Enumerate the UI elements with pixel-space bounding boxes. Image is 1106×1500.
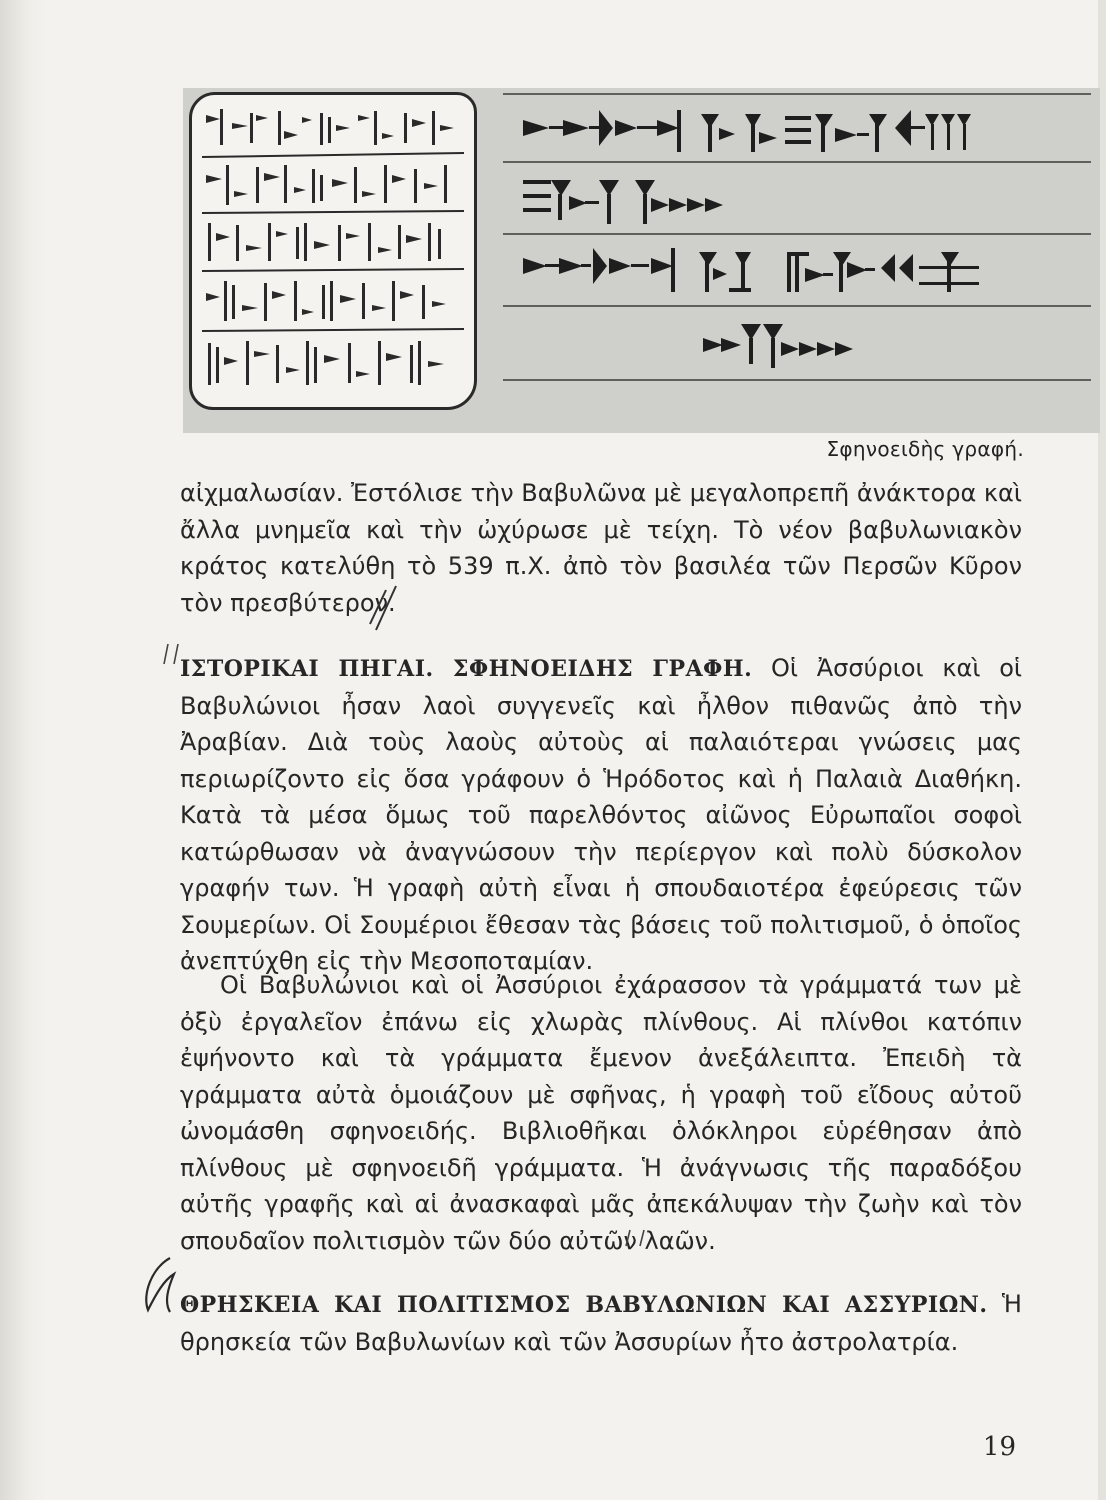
paragraph-1 [180, 475, 1022, 621]
paragraph-1-text: αἰχμαλωσίαν. Ἐστόλισε τὴν Βαβυλῶνα μὲ μεγαλοπρεπῆ ἀνάκτορα καὶ ἄλλα μνημεῖα καὶ τὴν ὠχύρωσε μὲ τείχη. Τὸ νέον βαβυλωνιακὸν κράτος κατελύθη τὸ 539 π.Χ. ἀπὸ τὸν βασιλέα τῶν Περσῶν Κῦρον τὸν πρεσβύτερον. [180, 479, 1022, 617]
tablet-wedges [192, 95, 474, 407]
clay-tablet-illustration [189, 92, 477, 410]
pencil-mark-slash [366, 584, 406, 634]
paragraph-3-text: Οἱ Βαβυλώνιοι καὶ οἱ Ἀσσύριοι ἐχάρασσον τὰ γράμματά των μὲ ὀξὺ ἐργαλεῖον ἐπάνω εἰς χλωρὰς πλίνθους. Αἱ πλίνθοι κατόπιν ἐψήνοντο καὶ τὰ γράμματα ἔμενον ἀνεξάλειπτα. Ἐπειδὴ τὰ γράμματα αὐτὰ ὁμοιάζουν μὲ σφῆνας, ἡ γραφὴ τοῦ εἴδους αὐτοῦ ὠνομάσθη σφηνοειδής. Βιβλιοθῆκαι ὁλόκληροι εὑρέθησαν ἀπὸ πλίνθους μὲ σφηνοειδῆ γράμματα. Ἡ ἀνάγνωσις τῆς παραδόξου αὐτῆς γραφῆς καὶ αἱ ἀνασκαφαὶ μᾶς ἀπεκάλυψαν τὴν ζωὴν καὶ τὸν σπουδαῖον πολιτισμὸν τῶν δύο αὐτῶν λαῶν. [180, 971, 1022, 1255]
cuneiform-lines-panel [503, 88, 1093, 388]
pencil-mark-scribble [134, 1254, 184, 1318]
section-heading-sources: ΙΣΤΟΡΙΚΑΙ ΠΗΓΑΙ. ΣΦΗΝΟΕΙΔΗΣ ΓΡΑΦΗ. [180, 656, 753, 682]
pencil-mark-quote [160, 640, 184, 670]
figure-caption: Σφηνοειδὴς γραφή. [826, 437, 1024, 461]
paragraph-sources-body: Οἱ Ἀσσύριοι καὶ οἱ Βαβυλώνιοι ἦσαν λαοὶ συγγενεῖς καὶ ἦλθον πιθανῶς ἀπὸ τὴν Ἀραβίαν. Διὰ τοὺς λαοὺς αὐτοὺς αἱ παλαιότεραι γνώσεις μας περιωρίζοντο εἰς ὅσα γράφουν ὁ Ἡρόδοτος καὶ ἡ Παλαιὰ Διαθήκη. Κατὰ τὰ μέσα ὅμως τοῦ παρελθόντος αἰῶνος Εὐρωπαῖοι σοφοὶ κατώρθωσαν νὰ ἀναγνώσουν τὴν περίεργον καὶ πολὺ δύσκολον γραφήν των. Ἡ γραφὴ αὐτὴ εἶναι ἡ σπουδαιοτέρα ἐφεύρεσις τῶν Σουμερίων. Οἱ Σουμέριοι ἔθεσαν τὰς βάσεις τοῦ πολιτισμοῦ, ὁ ὁποῖος ἀνεπτύχθη εἰς τὴν Μεσοποταμίαν. [180, 654, 1022, 975]
paragraph-religion [180, 1286, 1022, 1360]
cuneiform-signs [503, 88, 1093, 388]
page-number: 19 [982, 1432, 1016, 1462]
paragraph-3 [180, 967, 1022, 1259]
pencil-mark-commas [622, 1226, 652, 1252]
binding-shadow [0, 0, 46, 1500]
paragraph-sources [180, 650, 1022, 980]
paragraph-religion-body: Ἡ θρησκεία τῶν Βαβυλωνίων καὶ τῶν Ἀσσυρίων ἦτο ἀστρολατρία. [180, 1290, 1022, 1356]
section-heading-religion: ΘΡΗΣΚΕΙΑ ΚΑΙ ΠΟΛΙΤΙΣΜΟΣ ΒΑΒΥΛΩΝΙΩΝ ΚΑΙ ΑΣΣΥΡΙΩΝ. [180, 1292, 988, 1318]
cuneiform-figure [183, 88, 1100, 433]
